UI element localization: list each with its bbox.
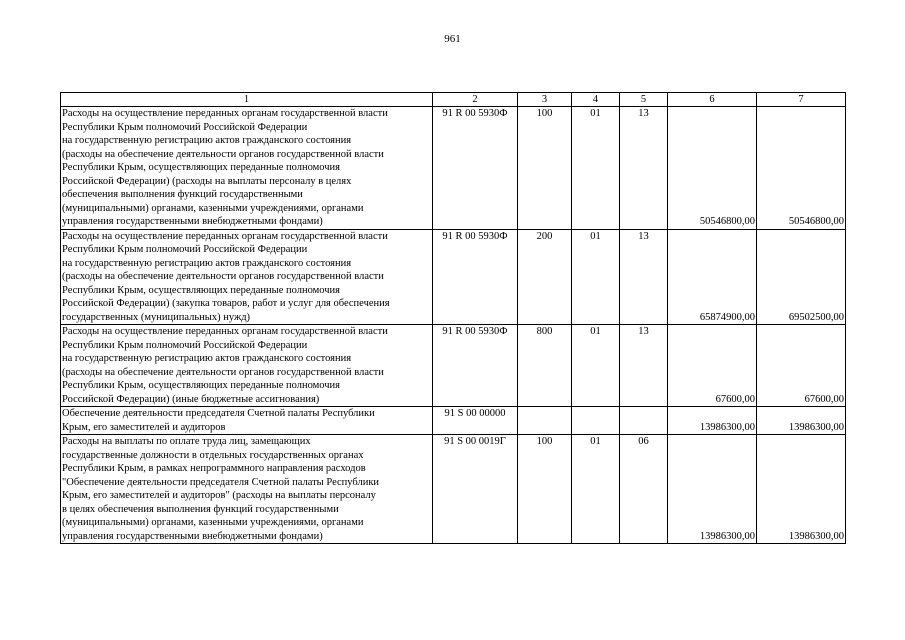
row-col-4: 01 — [572, 325, 620, 407]
row-description: Расходы на выплаты по оплате труда лиц, замещающих государственные должности в отдельных государственных органах Республики Крым, в рамках непрограммного направления расходов "Обеспечение деятельности председателя Счетной палаты Республики Крым, его заместителей и аудиторов" (расходы на выплаты персоналу в целях обеспечения выполнения функций государственными (муниципальными) органами, казенными учреждениями, органами управления государственными внебюджетными фондами) — [61, 435, 433, 544]
row-col-6: 65874900,00 — [668, 229, 757, 325]
header-col-3: 3 — [518, 93, 572, 107]
row-col-7: 67600,00 — [757, 325, 846, 407]
row-col-4 — [572, 407, 620, 435]
table-row — [61, 435, 846, 544]
header-col-1: 1 — [61, 93, 433, 107]
row-col-5: 13 — [620, 107, 668, 230]
table-row — [61, 107, 846, 230]
row-col-3: 800 — [518, 325, 572, 407]
row-col-6: 13986300,00 — [668, 435, 757, 544]
header-row — [61, 93, 846, 107]
row-col-5 — [620, 407, 668, 435]
row-col-3 — [518, 407, 572, 435]
row-col-6: 50546800,00 — [668, 107, 757, 230]
table-row — [61, 325, 846, 407]
header-col-6: 6 — [668, 93, 757, 107]
page-number: 961 — [444, 33, 461, 45]
row-description: Обеспечение деятельности председателя Счетной палаты Республики Крым, его заместителей и аудиторов — [61, 407, 433, 435]
table-row — [61, 229, 846, 325]
row-col-7: 13986300,00 — [757, 435, 846, 544]
header-col-4: 4 — [572, 93, 620, 107]
row-col-7: 69502500,00 — [757, 229, 846, 325]
header-col-2: 2 — [433, 93, 518, 107]
row-col-5: 13 — [620, 325, 668, 407]
budget-table — [60, 92, 846, 544]
row-code: 91 S 00 0019Г — [433, 435, 518, 544]
row-col-7: 50546800,00 — [757, 107, 846, 230]
row-col-3: 200 — [518, 229, 572, 325]
row-col-6: 13986300,00 — [668, 407, 757, 435]
row-col-3: 100 — [518, 435, 572, 544]
row-code: 91 R 00 5930Ф — [433, 229, 518, 325]
row-code: 91 S 00 00000 — [433, 407, 518, 435]
row-code: 91 R 00 5930Ф — [433, 107, 518, 230]
row-col-5: 06 — [620, 435, 668, 544]
row-col-4: 01 — [572, 107, 620, 230]
row-col-3: 100 — [518, 107, 572, 230]
header-col-7: 7 — [757, 93, 846, 107]
row-col-5: 13 — [620, 229, 668, 325]
row-col-4: 01 — [572, 435, 620, 544]
header-col-5: 5 — [620, 93, 668, 107]
row-description: Расходы на осуществление переданных органам государственной власти Республики Крым полномочий Российской Федерации на государственную регистрацию актов гражданского состояния (расходы на обеспечение деятельности органов государственной власти Республики Крым, осуществляющих переданные полномочия Российской Федерации) (расходы на выплаты персоналу в целях обеспечения выполнения функций государственными (муниципальными) органами, казенными учреждениями, органами управления государственными внебюджетными фондами) — [61, 107, 433, 230]
row-col-6: 67600,00 — [668, 325, 757, 407]
row-col-7: 13986300,00 — [757, 407, 846, 435]
row-col-4: 01 — [572, 229, 620, 325]
row-code: 91 R 00 5930Ф — [433, 325, 518, 407]
row-description: Расходы на осуществление переданных органам государственной власти Республики Крым полномочий Российской Федерации на государственную регистрацию актов гражданского состояния (расходы на обеспечение деятельности органов государственной власти Республики Крым, осуществляющих переданные полномочия Российской Федерации) (закупка товаров, работ и услуг для обеспечения государственных (муниципальных) нужд) — [61, 229, 433, 325]
row-description: Расходы на осуществление переданных органам государственной власти Республики Крым полномочий Российской Федерации на государственную регистрацию актов гражданского состояния (расходы на обеспечение деятельности органов государственной власти Республики Крым, осуществляющих переданные полномочия Российской Федерации) (иные бюджетные ассигнования) — [61, 325, 433, 407]
table-row — [61, 407, 846, 435]
